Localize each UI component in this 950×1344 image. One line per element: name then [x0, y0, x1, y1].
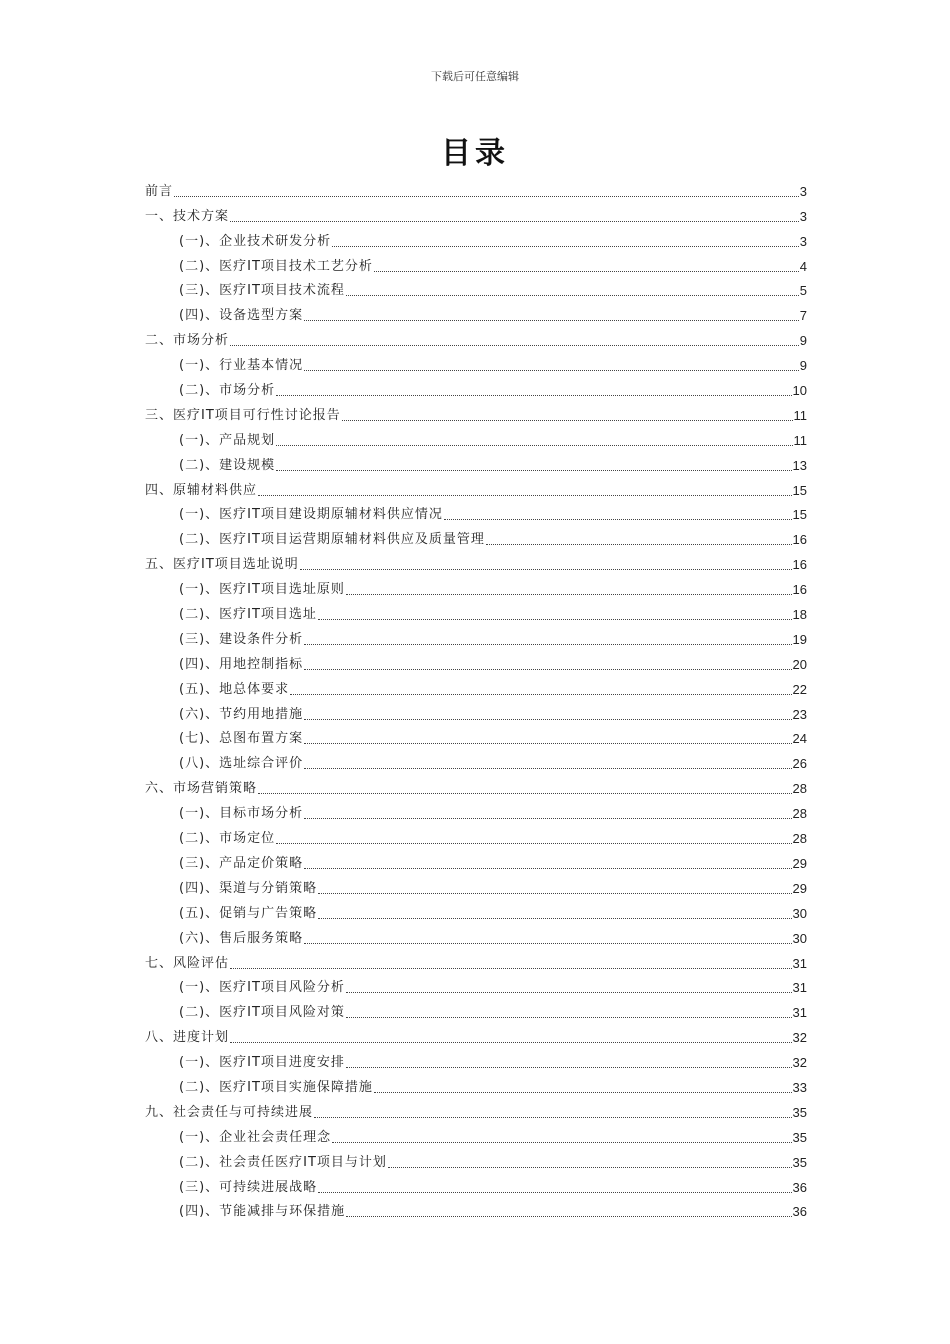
toc-entry[interactable]: [145, 872, 807, 897]
toc-entry-page: 35: [792, 1154, 807, 1170]
toc-entry[interactable]: [145, 922, 807, 947]
toc-entry-label: (一)、产品规划: [179, 432, 276, 448]
toc-dot-leader: [304, 943, 791, 944]
toc-entry-page: 11: [793, 407, 807, 423]
toc-dot-leader: [374, 271, 799, 272]
toc-entry-label: (四)、设备选型方案: [179, 308, 304, 324]
toc-dot-leader: [346, 295, 799, 296]
toc-dot-leader: [304, 768, 791, 769]
toc-title: 目录: [441, 136, 509, 171]
toc-entry-label: (二)、医疗IT项目运营期原辅材料供应及质量管理: [179, 532, 485, 548]
toc-entry-page: 26: [792, 756, 807, 772]
toc-entry-page: 32: [792, 1030, 807, 1046]
toc-entry-page: 30: [792, 905, 807, 921]
toc-entry-label: (四)、渠道与分销策略: [179, 880, 318, 896]
toc-entry-label: (一)、目标市场分析: [179, 806, 304, 822]
header-note: 下载后可任意编辑: [431, 70, 519, 83]
toc-entry-page: 28: [792, 831, 807, 847]
toc-entry-page: 31: [792, 1005, 807, 1021]
toc-entry-page: 5: [799, 283, 807, 299]
toc-entry[interactable]: [145, 847, 807, 872]
toc-dot-leader: [230, 345, 799, 346]
toc-entry-label: (一)、医疗IT项目选址原则: [179, 582, 345, 598]
toc-entry-label: 三、医疗IT项目可行性讨论报告: [145, 407, 341, 423]
toc-entry-page: 28: [792, 806, 807, 822]
toc-list: [145, 175, 807, 1220]
toc-entry-label: (一)、医疗IT项目风险分析: [179, 980, 345, 996]
toc-entry-page: 29: [792, 855, 807, 871]
toc-entry-label: 七、风险评估: [145, 955, 230, 971]
toc-entry-label: (五)、促销与广告策略: [179, 905, 318, 921]
toc-entry-label: (二)、市场分析: [179, 383, 276, 399]
toc-dot-leader: [304, 320, 799, 321]
toc-entry[interactable]: [145, 822, 807, 847]
toc-entry-label: (五)、地总体要求: [179, 681, 290, 697]
toc-entry-label: (三)、医疗IT项目技术流程: [179, 283, 345, 299]
toc-entry-label: (二)、医疗IT项目技术工艺分析: [179, 258, 373, 274]
toc-entry[interactable]: [145, 747, 807, 772]
toc-entry[interactable]: [145, 1046, 807, 1071]
toc-dot-leader: [300, 569, 792, 570]
toc-entry-label: (二)、建设规模: [179, 457, 276, 473]
toc-entry-page: 4: [799, 258, 807, 274]
toc-dot-leader: [304, 743, 791, 744]
toc-entry[interactable]: [145, 250, 807, 275]
toc-entry-label: (一)、企业社会责任理念: [179, 1129, 332, 1145]
toc-dot-leader: [230, 968, 792, 969]
toc-entry-label: 九、社会责任与可持续进展: [145, 1104, 314, 1120]
toc-dot-leader: [304, 644, 791, 645]
toc-entry-page: 19: [792, 631, 807, 647]
toc-dot-leader: [276, 395, 791, 396]
toc-dot-leader: [230, 221, 799, 222]
toc-entry[interactable]: [145, 548, 807, 573]
toc-dot-leader: [332, 246, 799, 247]
toc-dot-leader: [304, 370, 799, 371]
toc-entry-page: 28: [792, 781, 807, 797]
toc-entry-label: (二)、社会责任医疗IT项目与计划: [179, 1154, 387, 1170]
toc-entry[interactable]: [145, 972, 807, 997]
toc-entry-page: 33: [792, 1079, 807, 1095]
toc-entry-page: 16: [792, 557, 807, 573]
toc-entry[interactable]: [145, 598, 807, 623]
toc-dot-leader: [318, 619, 792, 620]
toc-entry-label: (二)、医疗IT项目风险对策: [179, 1005, 345, 1021]
toc-entry-page: 24: [792, 731, 807, 747]
toc-entry-label: (四)、用地控制指标: [179, 656, 304, 672]
toc-dot-leader: [258, 495, 792, 496]
toc-entry-label: 四、原辅材料供应: [145, 482, 258, 498]
toc-entry[interactable]: [145, 349, 807, 374]
toc-entry[interactable]: [145, 573, 807, 598]
toc-dot-leader: [444, 519, 792, 520]
toc-entry[interactable]: [145, 1021, 807, 1046]
toc-dot-leader: [304, 868, 791, 869]
toc-entry[interactable]: [145, 474, 807, 499]
toc-entry-label: (二)、医疗IT项目选址: [179, 607, 317, 623]
toc-entry[interactable]: [145, 374, 807, 399]
toc-entry[interactable]: [145, 1096, 807, 1121]
toc-entry-label: (八)、选址综合评价: [179, 756, 304, 772]
toc-entry-label: 一、技术方案: [145, 208, 230, 224]
toc-entry[interactable]: [145, 200, 807, 225]
toc-entry-label: (一)、医疗IT项目进度安排: [179, 1055, 345, 1071]
toc-entry[interactable]: [145, 424, 807, 449]
toc-entry-label: (二)、市场定位: [179, 831, 276, 847]
toc-entry-label: 八、进度计划: [145, 1030, 230, 1046]
toc-entry-page: 16: [792, 582, 807, 598]
toc-dot-leader: [314, 1117, 792, 1118]
toc-entry[interactable]: [145, 1121, 807, 1146]
toc-entry-page: 35: [792, 1129, 807, 1145]
toc-entry-page: 3: [799, 233, 807, 249]
toc-dot-leader: [318, 893, 791, 894]
toc-entry[interactable]: [145, 1196, 807, 1221]
toc-entry-page: 29: [792, 880, 807, 896]
toc-dot-leader: [346, 1017, 792, 1018]
toc-dot-leader: [346, 992, 792, 993]
toc-entry[interactable]: [145, 1071, 807, 1096]
toc-dot-leader: [374, 1092, 792, 1093]
toc-dot-leader: [230, 1042, 792, 1043]
toc-dot-leader: [304, 719, 791, 720]
toc-dot-leader: [290, 694, 791, 695]
toc-entry[interactable]: [145, 1171, 807, 1196]
toc-entry-page: 15: [792, 482, 807, 498]
toc-entry[interactable]: [145, 523, 807, 548]
toc-entry-page: 18: [792, 607, 807, 623]
toc-dot-leader: [318, 1192, 791, 1193]
toc-entry-label: (三)、产品定价策略: [179, 855, 304, 871]
toc-entry-page: 32: [792, 1055, 807, 1071]
toc-dot-leader: [304, 818, 791, 819]
toc-entry[interactable]: [145, 623, 807, 648]
toc-entry-label: (六)、售后服务策略: [179, 930, 304, 946]
toc-entry[interactable]: [145, 299, 807, 324]
toc-entry-page: 16: [792, 532, 807, 548]
toc-entry-label: (一)、企业技术研发分析: [179, 233, 332, 249]
toc-entry[interactable]: [145, 797, 807, 822]
toc-entry-label: 六、市场营销策略: [145, 781, 258, 797]
toc-dot-leader: [174, 196, 799, 197]
toc-dot-leader: [258, 793, 792, 794]
toc-entry[interactable]: [145, 673, 807, 698]
toc-entry-label: (三)、建设条件分析: [179, 631, 304, 647]
toc-entry[interactable]: [145, 772, 807, 797]
toc-entry-label: (七)、总图布置方案: [179, 731, 304, 747]
toc-entry-label: (三)、可持续进展战略: [179, 1179, 318, 1195]
toc-entry-page: 36: [792, 1179, 807, 1195]
toc-entry-page: 3: [799, 208, 807, 224]
toc-dot-leader: [276, 470, 791, 471]
toc-dot-leader: [318, 918, 791, 919]
toc-entry[interactable]: [145, 1146, 807, 1171]
toc-entry-page: 22: [792, 681, 807, 697]
toc-entry-page: 36: [792, 1204, 807, 1220]
toc-entry[interactable]: [145, 225, 807, 250]
toc-dot-leader: [276, 843, 791, 844]
toc-entry[interactable]: [145, 947, 807, 972]
toc-entry-label: (一)、行业基本情况: [179, 358, 304, 374]
toc-entry-label: 前言: [145, 183, 174, 199]
toc-dot-leader: [388, 1167, 792, 1168]
toc-entry-page: 31: [792, 980, 807, 996]
toc-dot-leader: [346, 1067, 792, 1068]
toc-entry-page: 7: [799, 308, 807, 324]
toc-dot-leader: [276, 445, 792, 446]
toc-entry-label: 二、市场分析: [145, 333, 230, 349]
toc-dot-leader: [304, 669, 791, 670]
toc-entry[interactable]: [145, 275, 807, 300]
toc-entry-page: 30: [792, 930, 807, 946]
toc-dot-leader: [346, 594, 792, 595]
toc-entry-page: 23: [792, 706, 807, 722]
toc-entry-page: 20: [792, 656, 807, 672]
toc-entry[interactable]: [145, 698, 807, 723]
toc-entry[interactable]: [145, 499, 807, 524]
toc-entry-page: 10: [792, 383, 807, 399]
toc-entry-page: 13: [792, 457, 807, 473]
toc-entry-page: 15: [792, 507, 807, 523]
toc-entry[interactable]: [145, 996, 807, 1021]
toc-dot-leader: [332, 1142, 791, 1143]
toc-entry-page: 9: [799, 358, 807, 374]
toc-entry-label: (六)、节约用地措施: [179, 706, 304, 722]
toc-entry[interactable]: [145, 723, 807, 748]
toc-entry-page: 9: [799, 333, 807, 349]
toc-entry[interactable]: [145, 324, 807, 349]
toc-entry[interactable]: [145, 175, 807, 200]
toc-entry[interactable]: [145, 399, 807, 424]
toc-entry-page: 11: [793, 432, 807, 448]
toc-dot-leader: [342, 420, 793, 421]
toc-entry-label: 五、医疗IT项目选址说明: [145, 557, 299, 573]
toc-entry-page: 3: [799, 183, 807, 199]
toc-entry-label: (一)、医疗IT项目建设期原辅材料供应情况: [179, 507, 443, 523]
toc-entry[interactable]: [145, 897, 807, 922]
toc-entry[interactable]: [145, 648, 807, 673]
toc-entry-label: (二)、医疗IT项目实施保障措施: [179, 1079, 373, 1095]
toc-dot-leader: [486, 544, 792, 545]
toc-entry-page: 31: [792, 955, 807, 971]
toc-entry-label: (四)、节能减排与环保措施: [179, 1204, 346, 1220]
toc-entry-page: 35: [792, 1104, 807, 1120]
toc-dot-leader: [346, 1216, 791, 1217]
toc-entry[interactable]: [145, 449, 807, 474]
